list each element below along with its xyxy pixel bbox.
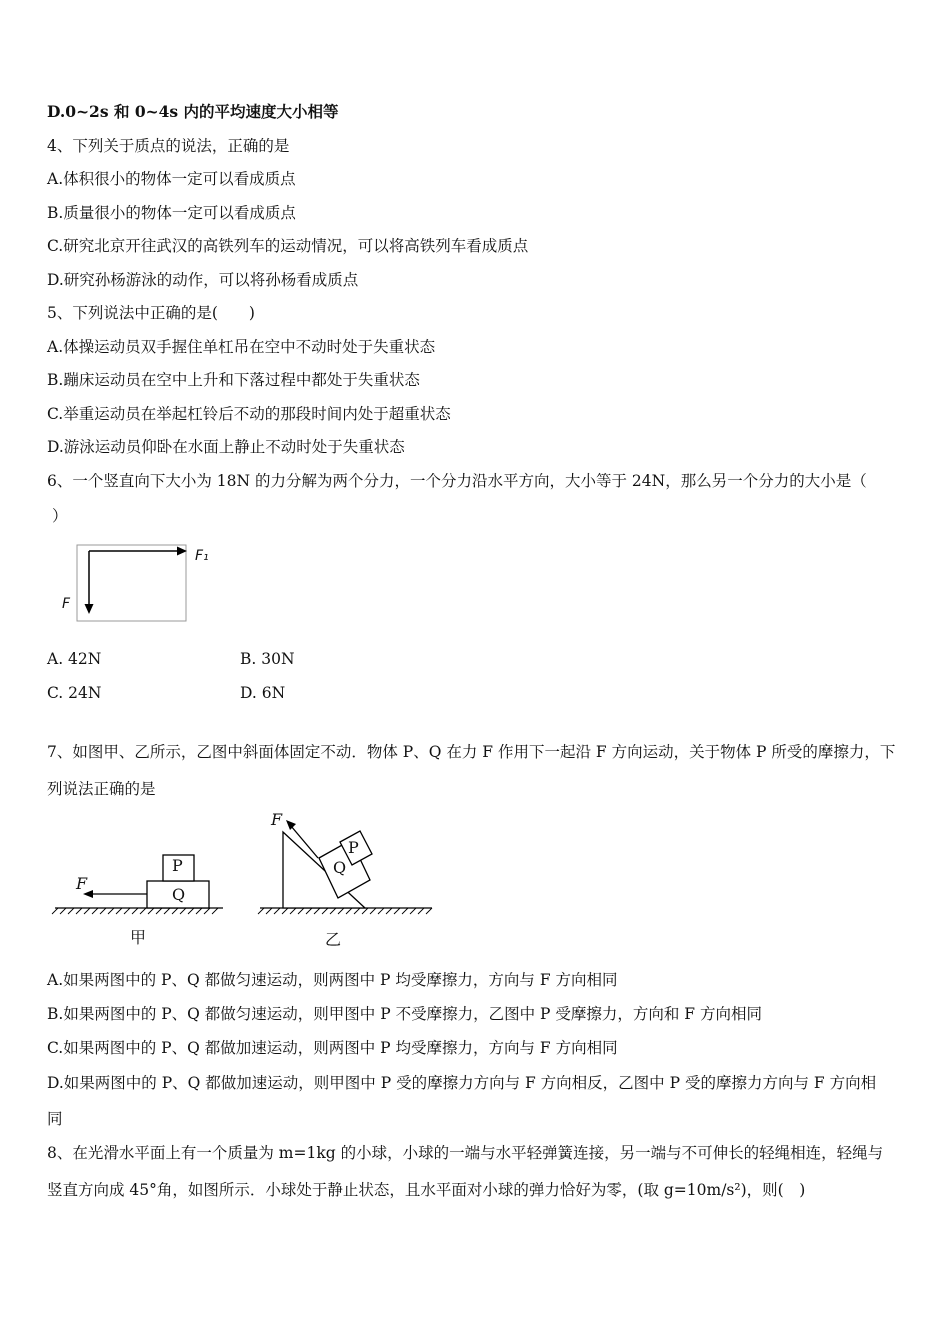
- q4-option-d: D.研究孙杨游泳的动作，可以将孙杨看成质点: [47, 271, 359, 289]
- f-label-yi: F: [271, 810, 283, 829]
- q3-option-d: D.0~2s 和 0~4s 内的平均速度大小相等: [47, 102, 339, 121]
- q6-force-diagram: [55, 540, 225, 630]
- q7-option-d-line2: 同: [47, 1110, 63, 1128]
- q8-stem-line1: 8、在光滑水平面上有一个质量为 m=1kg 的小球，小球的一端与水平轻弹簧连接，另一端与不可伸长的轻绳相连，轻绳与: [47, 1144, 884, 1162]
- q6-stem-end: ）: [52, 507, 68, 525]
- q4-option-b: B.质量很小的物体一定可以看成质点: [47, 204, 296, 222]
- q4-option-c: C.研究北京开往武汉的高铁列车的运动情况，可以将高铁列车看成质点: [47, 237, 529, 255]
- q5-stem: 5、下列说法中正确的是( ): [47, 304, 255, 322]
- q7-figure: [50, 810, 440, 950]
- ground-hatch-yi: [258, 908, 432, 914]
- q5-option-c: C.举重运动员在举起杠铃后不动的那段时间内处于超重状态: [47, 405, 451, 423]
- q7-figure-svg: [50, 810, 440, 950]
- q7-option-a: A.如果两图中的 P、Q 都做匀速运动，则两图中 P 均受摩擦力，方向与 F 方向相同: [47, 971, 618, 989]
- q4-option-a: A.体积很小的物体一定可以看成质点: [47, 170, 296, 188]
- q6-option-a: A. 42N: [47, 650, 102, 668]
- q7-stem-line1: 7、如图甲、乙所示，乙图中斜面体固定不动．物体 P、Q 在力 F 作用下一起沿 F 方向运动，关于物体 P 所受的摩擦力，下: [47, 743, 896, 761]
- q7-option-b: B.如果两图中的 P、Q 都做匀速运动，则甲图中 P 不受摩擦力，乙图中 P 受摩擦力，方向和 F 方向相同: [47, 1005, 762, 1023]
- q5-option-d: D.游泳运动员仰卧在水面上静止不动时处于失重状态: [47, 438, 405, 456]
- q6-option-b: B. 30N: [240, 650, 295, 668]
- q5-option-b: B.蹦床运动员在空中上升和下落过程中都处于失重状态: [47, 371, 420, 389]
- q-label-jia: Q: [172, 885, 186, 904]
- p-label-yi: P: [348, 838, 359, 857]
- p-label-jia: P: [172, 856, 183, 875]
- f-label-jia: F: [76, 874, 88, 893]
- q-label-yi: Q: [333, 858, 347, 877]
- q7-stem-line2: 列说法正确的是: [47, 780, 156, 798]
- q5-option-a: A.体操运动员双手握住单杠吊在空中不动时处于失重状态: [47, 338, 436, 356]
- q4-stem: 4、下列关于质点的说法，正确的是: [47, 137, 290, 155]
- q6-diagram-frame: [77, 545, 186, 621]
- q7-option-c: C.如果两图中的 P、Q 都做加速运动，则两图中 P 均受摩擦力，方向与 F 方向相同: [47, 1039, 618, 1057]
- ground-hatch-jia: [52, 908, 218, 914]
- f-label: F: [62, 596, 71, 612]
- f-arrowhead: [85, 604, 94, 614]
- caption-yi: 乙: [325, 930, 342, 949]
- f1-label: F₁: [195, 548, 209, 564]
- q6-option-c: C. 24N: [47, 684, 102, 702]
- q6-option-d: D. 6N: [240, 684, 286, 702]
- caption-jia: 甲: [130, 928, 147, 947]
- q7-option-d-line1: D.如果两图中的 P、Q 都做加速运动，则甲图中 P 受的摩擦力方向与 F 方向相反，乙图中 P 受的摩擦力方向与 F 方向相: [47, 1074, 877, 1092]
- q6-stem: 6、一个竖直向下大小为 18N 的力分解为两个分力，一个分力沿水平方向，大小等于 24N，那么另一个分力的大小是（: [47, 472, 867, 490]
- q8-stem-line2: 竖直方向成 45°角，如图所示．小球处于静止状态，且水平面对小球的弹力恰好为零，(取 g=10m/s²)，则( ): [47, 1181, 806, 1199]
